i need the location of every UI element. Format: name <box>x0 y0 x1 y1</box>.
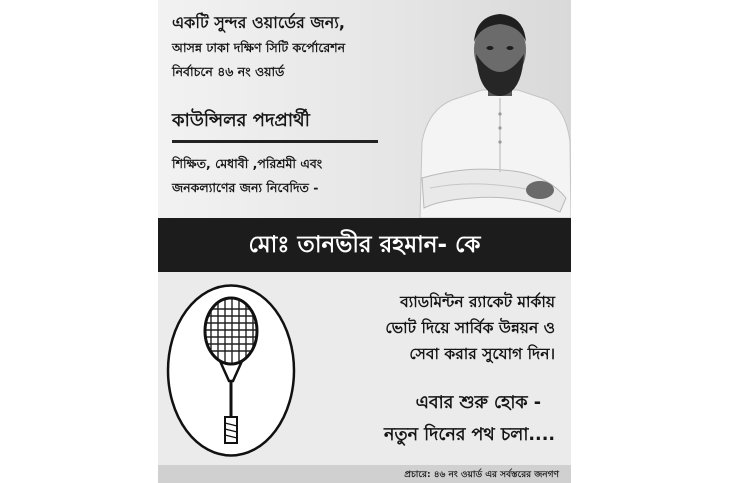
qualities-line-2: জনকল্যাণের জন্য নিবেদিত - <box>172 180 319 195</box>
footer-strip <box>158 465 571 483</box>
intro-line-2: আসন্ন ঢাকা দক্ষিণ সিটি কর্পোরেশন <box>172 40 346 55</box>
slogan-line-2: নতুন দিনের পথ চলা.... <box>384 425 555 445</box>
name-band <box>158 218 571 272</box>
role-underline <box>172 140 378 143</box>
qualities-line-1: শিক্ষিত, মেধাবী ,পরিশ্রমী এবং <box>172 156 323 171</box>
candidate-role: কাউন্সিলর পদপ্রার্থী <box>172 110 310 131</box>
footer-credit: প্রচারে: ৪৬ নং ওয়ার্ড এর সর্বস্তরের জনগণ <box>404 470 559 480</box>
message-line-1: ব্যাডমিন্টন র‍্যাকেট মার্কায় <box>400 293 555 311</box>
slogan-line-1: এবার শুরু হোক - <box>415 393 541 413</box>
intro-line-3: নির্বাচনে ৪৬ নং ওয়ার্ড <box>172 64 285 79</box>
intro-line-1: একটি সুন্দর ওয়ার্ডের জন্য, <box>172 13 346 32</box>
candidate-name: মোঃ তানভীর রহমান- কে <box>248 232 481 258</box>
message-line-3: সেবা করার সুযোগ দিন। <box>409 345 555 363</box>
message-line-2: ভোট দিয়ে সার্বিক উন্নয়ন ও <box>385 319 555 337</box>
election-poster <box>158 0 571 483</box>
candidate-photo <box>400 2 571 218</box>
badminton-racket-icon <box>166 283 296 458</box>
